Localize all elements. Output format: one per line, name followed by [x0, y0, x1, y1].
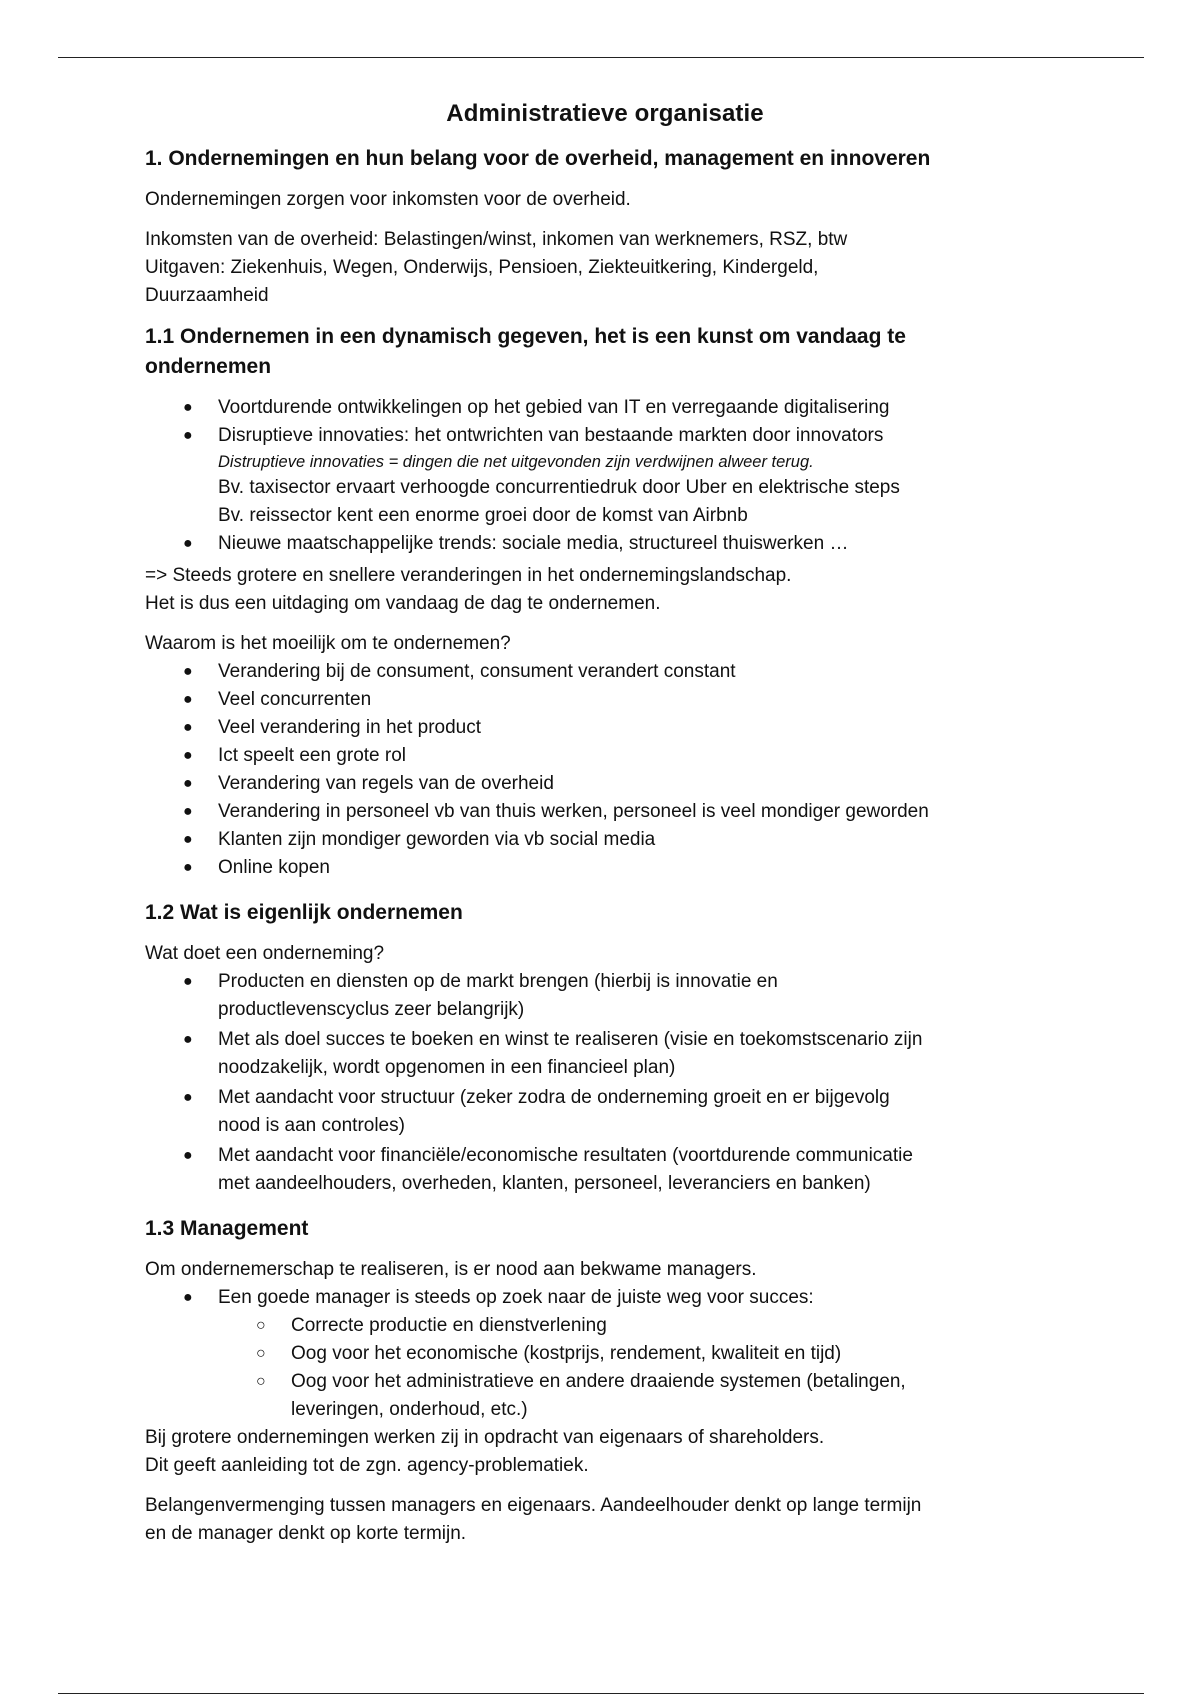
- section-1-1-conclusion: [145, 562, 1065, 618]
- example-taxi: Bv. taxisector ervaart verhoogde concurrentiedruk door Uber en elektrische steps: [218, 477, 900, 498]
- bullet-icon: ●: [183, 859, 193, 876]
- bullet-icon: ●: [183, 399, 193, 416]
- section-1-3-heading: 1.3 Management: [145, 1217, 309, 1240]
- bullet-icon: ●: [183, 831, 193, 848]
- circle-bullet-icon: ○: [256, 1345, 266, 1362]
- bullet-icon: ●: [183, 427, 193, 444]
- circle-bullet-icon: ○: [256, 1317, 266, 1334]
- bullet-icon: ●: [183, 1289, 193, 1306]
- agency-line-2: Dit geeft aanleiding tot de zgn. agency-problematiek.: [145, 1455, 589, 1476]
- document-title: Administratieve organisatie: [446, 100, 764, 127]
- list-item: ● Ict speelt een grote rol: [145, 742, 1065, 770]
- conflict-line-1: Belangenvermenging tussen managers en eigenaars. Aandeelhouder denkt op lange termijn: [145, 1495, 922, 1516]
- list-item: ● Met aandacht voor structuur (zeker zodra de onderneming groeit en er bijgevolg nood is aan controles): [145, 1084, 1065, 1140]
- bullet-icon: ●: [183, 775, 193, 792]
- company-activities-list: [145, 968, 1065, 1198]
- header-rule: [58, 57, 1144, 58]
- list-item: ● Klanten zijn mondiger geworden via vb social media: [145, 826, 1065, 854]
- list-item: ● Nieuwe maatschappelijke trends: sociale media, structureel thuiswerken …: [145, 530, 1065, 558]
- list-item: ● Producten en diensten op de markt brengen (hierbij is innovatie en productlevenscyclus zeer belangrijk): [145, 968, 1065, 1024]
- list-item: ● Disruptieve innovaties: het ontwrichten van bestaande markten door innovators Distruptieve innovaties = dingen die net uitgevonden zijn verdwijnen alweer terug. Bv. taxisector ervaart verhoogde concurrentiedruk door Uber en elektrische steps Bv. reissector kent een enorme groei door de komst van Airbnb: [145, 422, 1065, 530]
- management-intro: Om ondernemerschap te realiseren, is er nood aan bekwame managers.: [145, 1259, 757, 1280]
- list-item: ● Veel verandering in het product: [145, 714, 1065, 742]
- bullet-icon: ●: [183, 663, 193, 680]
- list-item: ● Voortdurende ontwikkelingen op het gebied van IT en verregaande digitalisering: [145, 394, 1065, 422]
- bullet-icon: ●: [183, 1089, 193, 1106]
- document-body: [145, 92, 1065, 1560]
- bullet-icon: ●: [183, 535, 193, 552]
- list-item: ● Online kopen: [145, 854, 1065, 882]
- bullet-icon: ●: [183, 1031, 193, 1048]
- bullet-icon: ●: [183, 719, 193, 736]
- sub-list-item: ○ Oog voor het administratieve en andere draaiende systemen (betalingen, leveringen, onderhoud, etc.): [218, 1368, 1065, 1424]
- bullet-icon: ●: [183, 1147, 193, 1164]
- sub-list-item: ○ Oog voor het economische (kostprijs, rendement, kwaliteit en tijd): [218, 1340, 1065, 1368]
- bullet-icon: ●: [183, 803, 193, 820]
- conclusion-line-1: => Steeds grotere en snellere veranderingen in het ondernemingslandschap.: [145, 565, 792, 586]
- expense-line-1: Uitgaven: Ziekenhuis, Wegen, Onderwijs, Pensioen, Ziekteuitkering, Kindergeld,: [145, 257, 819, 278]
- difficulty-reasons-list: [145, 658, 1065, 882]
- manager-list: [145, 1284, 1065, 1424]
- dynamic-trends-list: [145, 394, 1065, 558]
- list-item: ● Met als doel succes te boeken en winst te realiseren (visie en toekomstscenario zijn noodzakelijk, wordt opgenomen in een financieel plan): [145, 1026, 1065, 1082]
- bullet-icon: ●: [183, 691, 193, 708]
- section-1-intro: Ondernemingen zorgen voor inkomsten voor de overheid.: [145, 189, 631, 210]
- list-item: ● Verandering in personeel vb van thuis werken, personeel is veel mondiger geworden: [145, 798, 1065, 826]
- circle-bullet-icon: ○: [256, 1373, 266, 1390]
- sub-list-item: ○ Correcte productie en dienstverlening: [218, 1312, 1065, 1340]
- conclusion-line-2: Het is dus een uitdaging om vandaag de dag te ondernemen.: [145, 593, 661, 614]
- section-1-1-heading-line-1: 1.1 Ondernemen in een dynamisch gegeven, het is een kunst om vandaag te: [145, 325, 906, 348]
- disruptive-note: Distruptieve innovaties = dingen die net uitgevonden zijn verdwijnen alweer terug.: [218, 453, 814, 471]
- difficulty-question: Waarom is het moeilijk om te ondernemen?: [145, 633, 511, 654]
- company-question: Wat doet een onderneming?: [145, 943, 385, 964]
- agency-problem: [145, 1424, 1065, 1480]
- bullet-icon: ●: [183, 747, 193, 764]
- example-travel: Bv. reissector kent een enorme groei door de komst van Airbnb: [218, 505, 748, 526]
- section-1-1-heading: [145, 322, 1065, 382]
- bullet-icon: ●: [183, 973, 193, 990]
- expense-line-2: Duurzaamheid: [145, 285, 269, 306]
- interest-conflict: [145, 1492, 1065, 1548]
- section-1-heading: 1. Ondernemingen en hun belang voor de overheid, management en innoveren: [145, 147, 931, 170]
- footer-rule: [58, 1693, 1144, 1694]
- manager-sub-list: [218, 1312, 1065, 1424]
- agency-line-1: Bij grotere ondernemingen werken zij in opdracht van eigenaars of shareholders.: [145, 1427, 825, 1448]
- government-income-expenses: [145, 226, 1065, 310]
- conflict-line-2: en de manager denkt op korte termijn.: [145, 1523, 467, 1544]
- income-line: Inkomsten van de overheid: Belastingen/winst, inkomen van werknemers, RSZ, btw: [145, 229, 848, 250]
- section-1-1-heading-line-2: ondernemen: [145, 355, 272, 378]
- list-item: ● Met aandacht voor financiële/economische resultaten (voortdurende communicatie met aandeelhouders, overheden, klanten, personeel, leveranciers en banken): [145, 1142, 1065, 1198]
- list-item: ● Veel concurrenten: [145, 686, 1065, 714]
- list-item: ● Een goede manager is steeds op zoek naar de juiste weg voor succes: ○ Correcte productie en dienstverlening ○ Oog voor het economische (kostprijs, rendement, kwaliteit en tijd) ○ Oog voor het administratieve en andere draaiende systemen (betalingen, leveringen, onderhoud, etc.): [145, 1284, 1065, 1424]
- list-item: ● Verandering van regels van de overheid: [145, 770, 1065, 798]
- section-1-2-heading: 1.2 Wat is eigenlijk ondernemen: [145, 901, 463, 924]
- list-item: ● Verandering bij de consument, consument verandert constant: [145, 658, 1065, 686]
